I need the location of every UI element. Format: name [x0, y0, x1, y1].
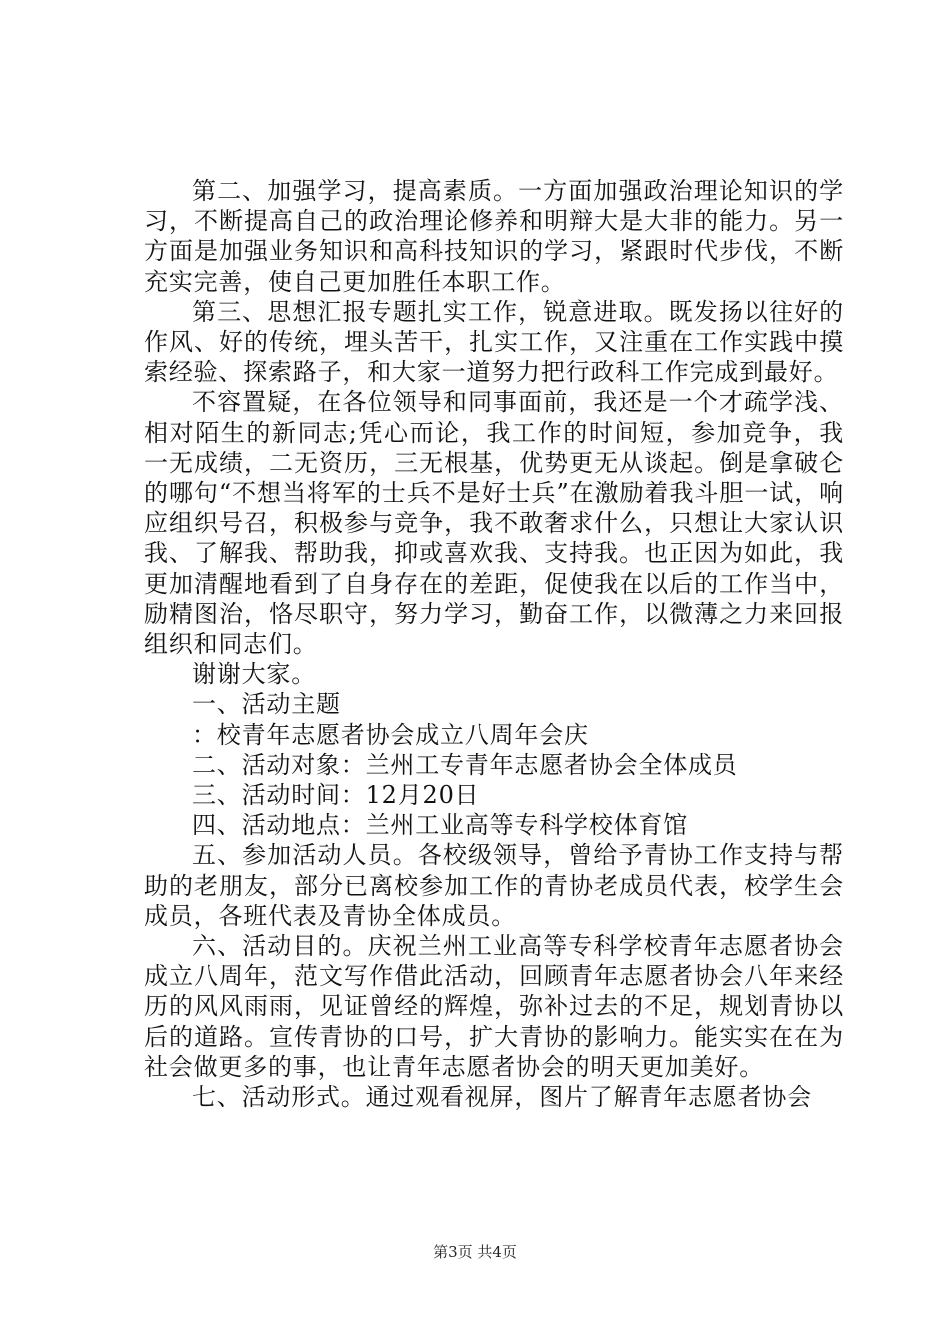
paragraph-activity-theme: ：校青年志愿者协会成立八周年会庆 — [192, 720, 589, 749]
paragraph-participants: 五、参加活动人员。各校级领导，曾给予青协工作支持与帮助的老朋友，部分已离校参加工作的青协老成员代表，校学生会成员，各班代表及青协全体成员。 — [144, 841, 844, 930]
paragraph-activity-location: 四、活动地点：兰州工业高等专科学校体育馆 — [192, 811, 688, 840]
paragraph-work: 第三、思想汇报专题扎实工作，锐意进取。既发扬以往好的作风、好的传统，埋头苦干，扎实工作，又注重在工作实践中摸索经验、探索路子，和大家一道努力把行政科工作完成到最好。 — [144, 297, 844, 387]
document-body — [144, 176, 844, 1112]
paragraph-activity-time: 三、活动时间：12月20日 — [192, 781, 480, 810]
paragraph-study: 第二、加强学习，提高素质。一方面加强政治理论知识的学习，不断提高自己的政治理论修养和明辩大是大非的能力。另一方面是加强业务知识和高科技知识的学习，紧跟时代步伐，不断充实完善，使自己更加胜任本职工作。 — [144, 177, 844, 296]
paragraph-activity-target: 二、活动对象：兰州工专青年志愿者协会全体成员 — [192, 750, 738, 779]
page-footer: 第3页 共4页 — [433, 1243, 517, 1261]
paragraph-statement: 不容置疑，在各位领导和同事面前，我还是一个才疏学浅、相对陌生的新同志;凭心而论，我工作的时间短，参加竞争，我一无成绩，二无资历，三无根基，优势更无从谈起。倒是拿破仑的哪句“不想当将军的士兵不是好士兵”在激励着我斗胆一试，响应组织号召，积极参与竞争，我不敢奢求什么，只想让大家认识我、了解我、帮助我，抑或喜欢我、支持我。也正因为如此，我更加清醒地看到了自身存在的差距，促使我在以后的工作当中，励精图治，恪尽职守，努力学习，勤奋工作，以微薄之力来回报组织和同志们。 — [144, 388, 844, 659]
paragraph-format: 七、活动形式。通过观看视屏，图片了解青年志愿者协会 — [192, 1083, 812, 1112]
paragraph-purpose: 六、活动目的。庆祝兰州工业高等专科学校青年志愿者协会成立八周年，范文写作借此活动，回顾青年志愿者协会八年来经历的风风雨雨，见证曾经的辉煌，弥补过去的不足，规划青协以后的道路。宣传青协的口号，扩大青协的影响力。能实实在在为社会做更多的事，也让青年志愿者协会的明天更加美好。 — [144, 932, 844, 1081]
paragraph-activity-theme-heading: 一、活动主题 — [192, 690, 341, 719]
paragraph-thanks: 谢谢大家。 — [192, 660, 316, 689]
